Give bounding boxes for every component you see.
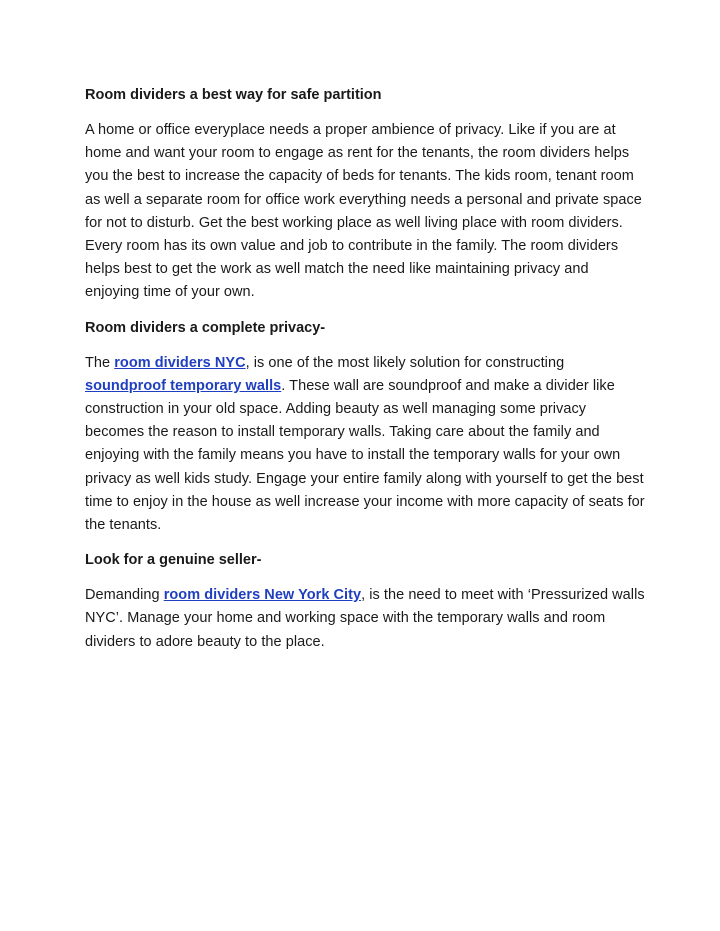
paragraph-intro: A home or office everyplace needs a proper ambience of privacy. Like if you are at home and want your room to engage as rent for the tenants, the room dividers helps you the best to increase the capacity of beds for tenants. The kids room, tenant room as well a separate room for office work everything needs a personal and private space for not to disturb. Get the best working place as well living place with room dividers. Every room has its own value and job to contribute in the family. The room dividers helps best to get the work as well match the need like maintaining privacy and enjoying time of your own. (85, 122, 642, 301)
paragraph-genuine-seller (85, 584, 645, 654)
section-heading-genuine-seller: Look for a genuine seller- (85, 552, 262, 569)
paragraph-text-start: The (85, 354, 115, 371)
document-body (85, 84, 645, 666)
section-heading-complete-privacy: Room dividers a complete privacy- (85, 319, 326, 336)
paragraph-text-start: Demanding (85, 587, 164, 604)
paragraph-text-end: , is the need to meet with ‘Pressurized walls NYC’. Manage your home and working space with the temporary walls and room dividers to adore beauty to the place. (85, 587, 645, 650)
link-room-dividers-nyc[interactable]: room dividers NYC (114, 354, 246, 371)
paragraph-complete-privacy (85, 352, 645, 538)
link-soundproof-temporary-walls[interactable]: soundproof temporary walls (85, 377, 282, 394)
link-room-dividers-new-york-city[interactable]: room dividers New York City (163, 587, 362, 604)
section-heading-safe-partition: Room dividers a best way for safe partition (85, 87, 382, 103)
paragraph-text-middle: , is one of the most likely solution for constructing (245, 354, 565, 371)
paragraph-text-end: . These wall are soundproof and make a divider like construction in your old space. Adding beauty as well managing some privacy becomes the reason to install temporary walls. Taking care about the family and enjoying with the family means you have to install the temporary walls for your own privacy as well kids study. Engage your entire family along with yourself to get the best time to enjoy in the house as well increase your income with more capacity of seats for the tenants. (85, 377, 645, 534)
